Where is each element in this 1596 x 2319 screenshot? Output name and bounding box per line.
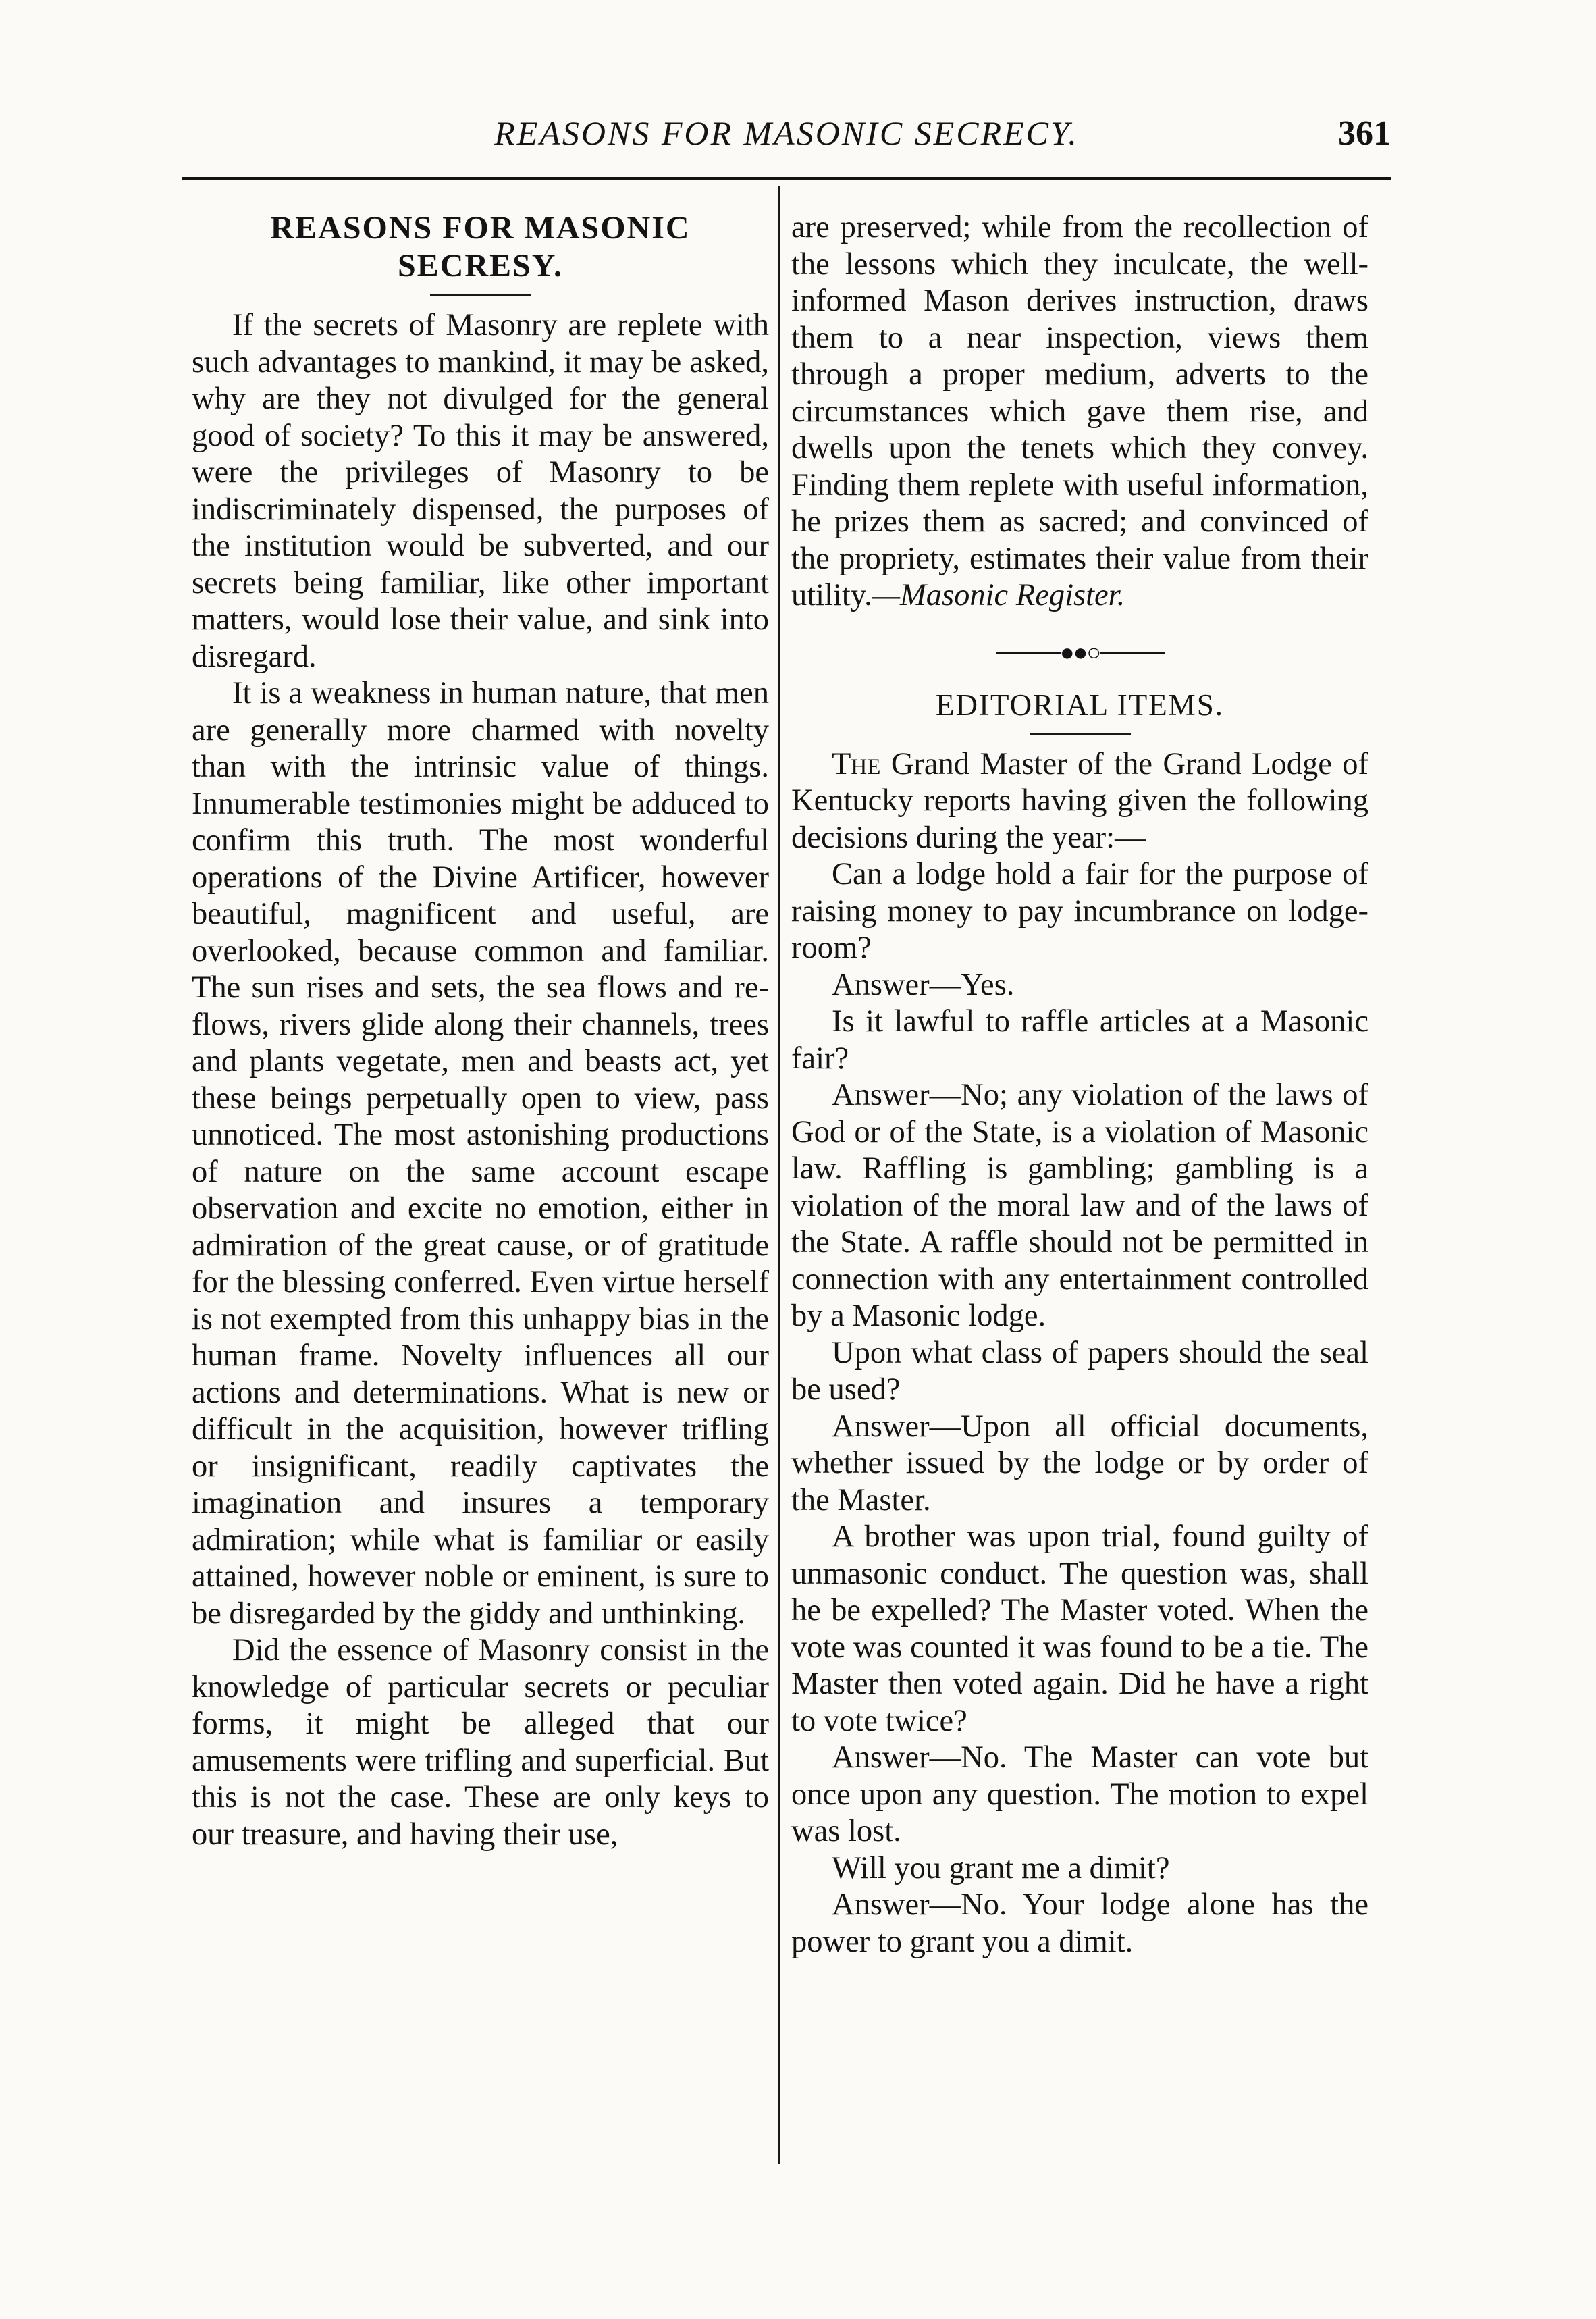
editorial-item: Answer—Upon all official documents, whether issued by the lodge or by order of the Master. (791, 1409, 1368, 1517)
running-title: REASONS FOR MASONIC SECRECY. (494, 114, 1079, 152)
article-continuation (791, 209, 1368, 615)
editorial-item: Answer—Yes. (832, 967, 1015, 1002)
editorial-item: Will you grant me a dimit? (832, 1850, 1170, 1885)
editorial-item: Answer—No; any violation of the laws of God or of the State, is a violation of Masonic law. Raffling is gambling; gambling is a violation of the moral law and of the laws of the State. A raffle should not be permitted in connection with any entertainment controlled by a Masonic lodge. (791, 1078, 1368, 1333)
editorial-item: Answer—No. Your lodge alone has the power to grant you a dimit. (791, 1887, 1368, 1959)
editorial-item: Can a lodge hold a fair for the purpose of raising money to pay incumbrance on lodge-room? (791, 857, 1368, 965)
column-divider (778, 186, 780, 2164)
editorial-item: Answer—No. The Master can vote but once upon any question. The motion to expel was lost. (791, 1740, 1368, 1848)
article-attribution: —Masonic Register. (872, 578, 1125, 613)
left-column (192, 209, 769, 1853)
article-heading: REASONS FOR MASONIC SECRESY. (270, 210, 691, 284)
editorial-intro-first-word: The (832, 746, 881, 781)
running-head (182, 113, 1391, 161)
section-ornament: ────●●○──── (996, 638, 1164, 666)
editorial-item: Is it lawful to raffle articles at a Masonic fair? (791, 1004, 1368, 1076)
article-paragraph-3: Did the essence of Masonry consist in the knowledge of particular secrets or peculiar forms, it might be alleged that our amusements were trifling and superficial. But this is not the case. These are only keys to our treasure, and having their use, (192, 1633, 769, 1852)
editorial-item: Upon what class of papers should the seal be used? (791, 1335, 1368, 1407)
article-paragraph-2: It is a weakness in human nature, that men are generally more charmed with novelty than with the intrinsic value of things. Innumerable testimonies might be adduced to confirm this truth. The most wonderful operations of the Divine Artificer, however beautiful, magnificent and useful, are overlooked, because common and familiar. The sun rises and sets, the sea flows and re-flows, rivers glide along their channels, trees and plants vegetate, men and beasts act, yet these beings perpetually open to view, pass unnoticed. The most astonishing productions of nature on the same account escape observation and excite no emotion, either in admiration of the great cause, or of gratitude for the blessing conferred. Even virtue herself is not exempted from this unhappy bias in the human frame. Novelty influences all our actions and determinations. What is new or difficult in the acquisition, however trifling or insignificant, readily captivates the imagination and insures a temporary admiration; while what is familiar or easily attained, however noble or eminent, is sure to be disregarded by the giddy and unthinking. (192, 676, 769, 1631)
editorial-item: A brother was upon trial, found guilty of unmasonic conduct. The question was, shall he be expelled? The Master voted. When the vote was counted it was found to be a tie. The Master then voted again. Did he have a right to vote twice? (791, 1519, 1368, 1738)
article-paragraph-1: If the secrets of Masonry are replete with such advantages to mankind, it may be asked, why are they not divulged for the general good of society? To this it may be answered, were the privileges of Masonry to be indiscriminately dispensed, the purposes of the institution would be subverted, and our secrets being familiar, like other important matters, would lose their value, and sink into disregard. (192, 308, 769, 674)
right-column (791, 209, 1368, 1960)
editorial-heading-rule (1030, 733, 1131, 735)
editorial-intro (791, 746, 1368, 857)
editorial-intro-rest: Grand Master of the Grand Lodge of Kentucky reports having given the following decisions during the year:— (791, 746, 1368, 855)
article-continuation-text: are preserved; while from the recollection of the lessons which they inculcate, the well-informed Mason derives instruction, draws them to a near inspection, views them through a proper medium, adverts to the circumstances which gave them rise, and dwells upon the tenets which they convey. Finding them replete with useful information, he prizes them as sacred; and convinced of the propriety, estimates their value from their utility. (791, 210, 1368, 613)
editorial-heading: EDITORIAL ITEMS. (936, 687, 1224, 722)
heading-rule (430, 294, 531, 296)
header-rule (182, 177, 1391, 180)
page-number: 361 (1338, 114, 1391, 153)
